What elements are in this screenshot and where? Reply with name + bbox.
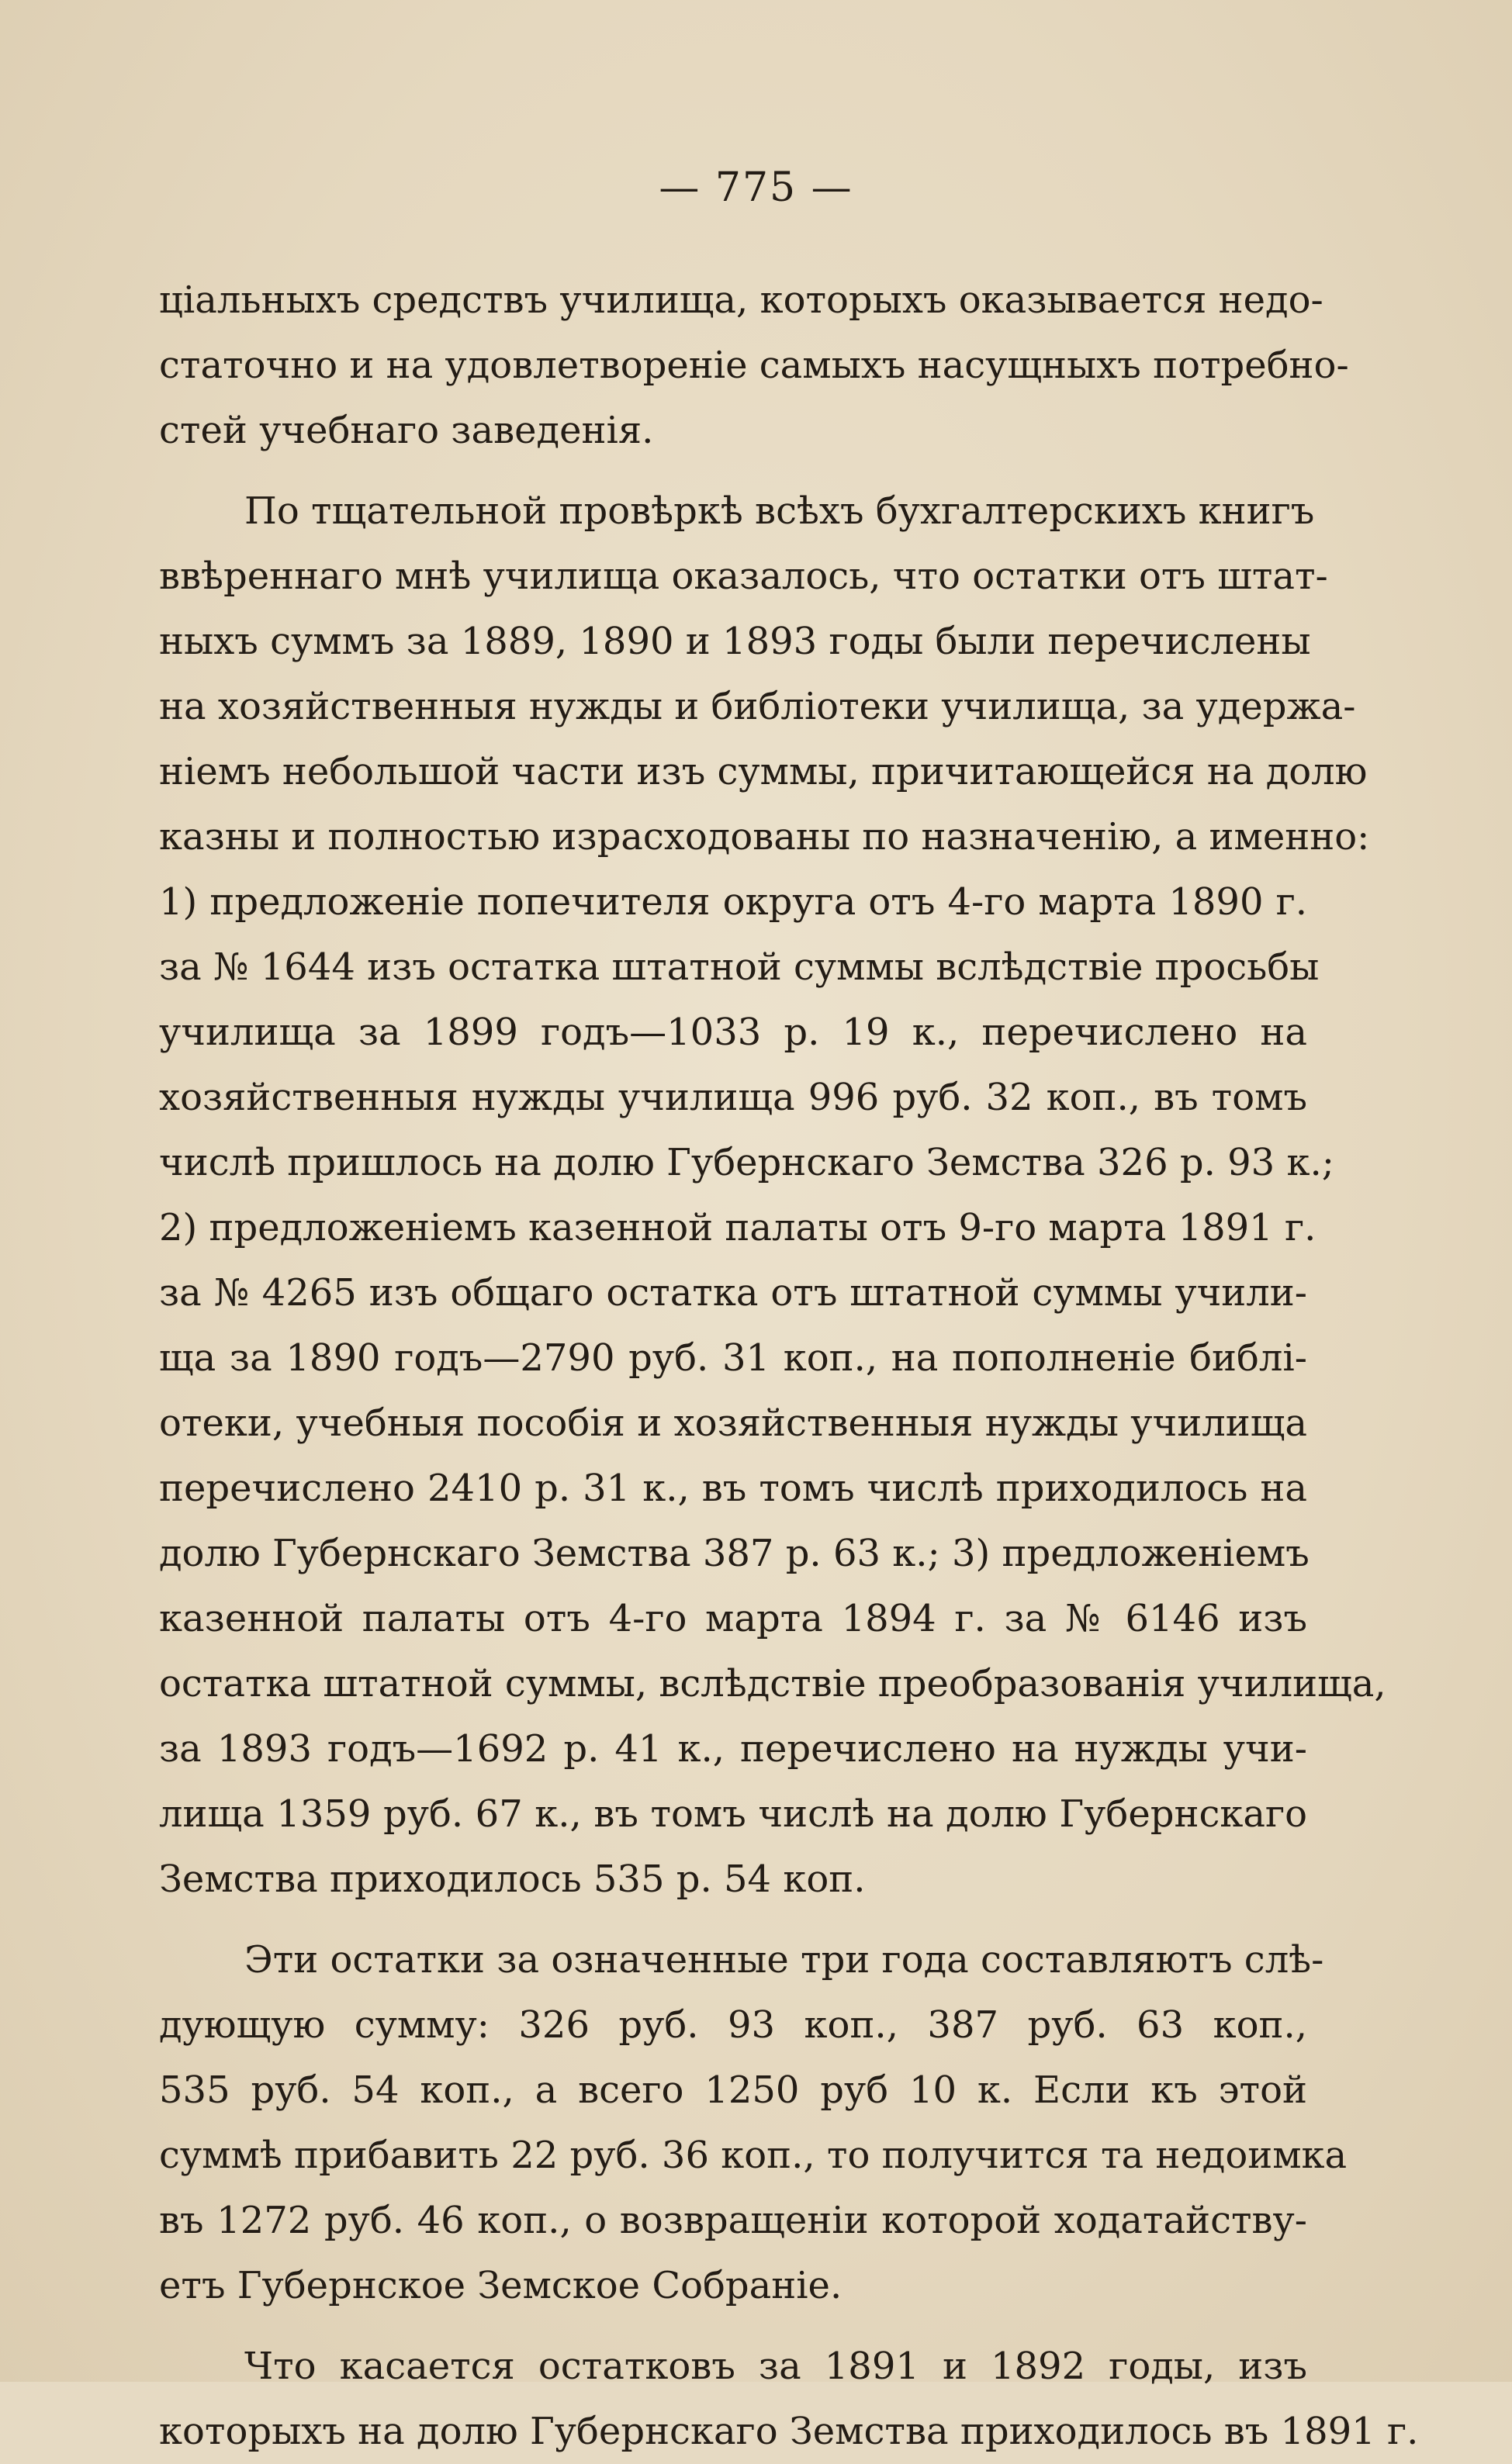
text-line: казны и полностью израсходованы по назначенію, а именно:	[159, 815, 1370, 859]
text-line: етъ Губернское Земское Собраніе.	[159, 2264, 842, 2307]
text-line: которыхъ на долю Губернскаго Земства приходилось въ 1891 г.	[159, 2410, 1419, 2453]
text-line: Что касается остатковъ за 1891 и 1892 годы, изъ	[244, 2345, 1307, 2388]
paragraph-gap	[159, 463, 1307, 479]
text-line: за № 4265 изъ общаго остатка отъ штатной суммы учили-	[159, 1271, 1307, 1315]
text-line: стей учебнаго заведенія.	[159, 409, 654, 452]
text-line: Земства приходилось 535 р. 54 коп.	[159, 1858, 866, 1901]
text-line: Эти остатки за означенные три года составляютъ слѣ-	[244, 1938, 1324, 1982]
text-line: ніемъ небольшой части изъ суммы, причитающейся на долю	[159, 750, 1368, 793]
text-line: суммѣ прибавить 22 руб. 36 коп., то получится та недоимка	[159, 2134, 1348, 2177]
page-number: — 775 —	[659, 164, 853, 211]
paragraph-gap	[159, 2318, 1307, 2334]
text-line: за № 1644 изъ остатка штатной суммы вслѣдствіе просьбы	[159, 945, 1320, 989]
text-line: перечислено 2410 р. 31 к., въ томъ числѣ приходилось на	[159, 1467, 1307, 1510]
text-line: ввѣреннаго мнѣ училища оказалось, что остатки отъ штат-	[159, 555, 1328, 598]
paragraph	[159, 268, 1349, 463]
text-line: ныхъ суммъ за 1889, 1890 и 1893 годы были перечислены	[159, 620, 1311, 663]
text-line: въ 1272 руб. 46 коп., о возвращеніи которой ходатайству-	[159, 2199, 1307, 2242]
paragraph	[159, 1927, 1348, 2318]
text-line: числѣ пришлось на долю Губернскаго Земства 326 р. 93 к.;	[159, 1141, 1334, 1184]
text-line: за 1893 годъ—1692 р. 41 к., перечислено на нужды учи-	[159, 1727, 1307, 1771]
text-line: остатка штатной суммы, вслѣдствіе преобразованія училища,	[159, 1662, 1386, 1705]
text-line: ща за 1890 годъ—2790 руб. 31 коп., на пополненіе библі-	[159, 1336, 1307, 1380]
text-line: 535 руб. 54 коп., а всего 1250 руб 10 к. Если къ этой	[159, 2068, 1307, 2112]
paragraph-gap	[159, 1912, 1307, 1927]
text-line: на хозяйственныя нужды и библіотеки училища, за удержа-	[159, 685, 1356, 728]
text-line: училища за 1899 годъ—1033 р. 19 к., перечислено на	[159, 1011, 1307, 1054]
text-line: долю Губернскаго Земства 387 р. 63 к.; 3) предложеніемъ	[159, 1532, 1310, 1575]
text-line: 2) предложеніемъ казенной палаты отъ 9-го марта 1891 г.	[159, 1206, 1317, 1249]
text-line: дующую сумму: 326 руб. 93 коп., 387 руб. 63 коп.,	[159, 2003, 1307, 2047]
paragraph	[159, 2334, 1419, 2464]
text-line: статочно и на удовлетвореніе самыхъ насущныхъ потребно-	[159, 344, 1349, 387]
text-line: хозяйственныя нужды училища 996 руб. 32 коп., въ томъ	[159, 1076, 1307, 1119]
text-line: ціальныхъ средствъ училища, которыхъ оказывается недо-	[159, 278, 1323, 322]
text-line: 1) предложеніе попечителя округа отъ 4-го марта 1890 г.	[159, 880, 1307, 924]
text-line: казенной палаты отъ 4-го марта 1894 г. за № 6146 изъ	[159, 1597, 1307, 1640]
body-text	[159, 268, 1419, 2464]
text-line: По тщательной провѣркѣ всѣхъ бухгалтерскихъ книгъ	[244, 489, 1315, 533]
text-line: отеки, учебныя пособія и хозяйственныя нужды училища	[159, 1401, 1307, 1445]
paragraph	[159, 479, 1386, 1912]
text-line: лища 1359 руб. 67 к., въ томъ числѣ на долю Губернскаго	[159, 1792, 1307, 1836]
